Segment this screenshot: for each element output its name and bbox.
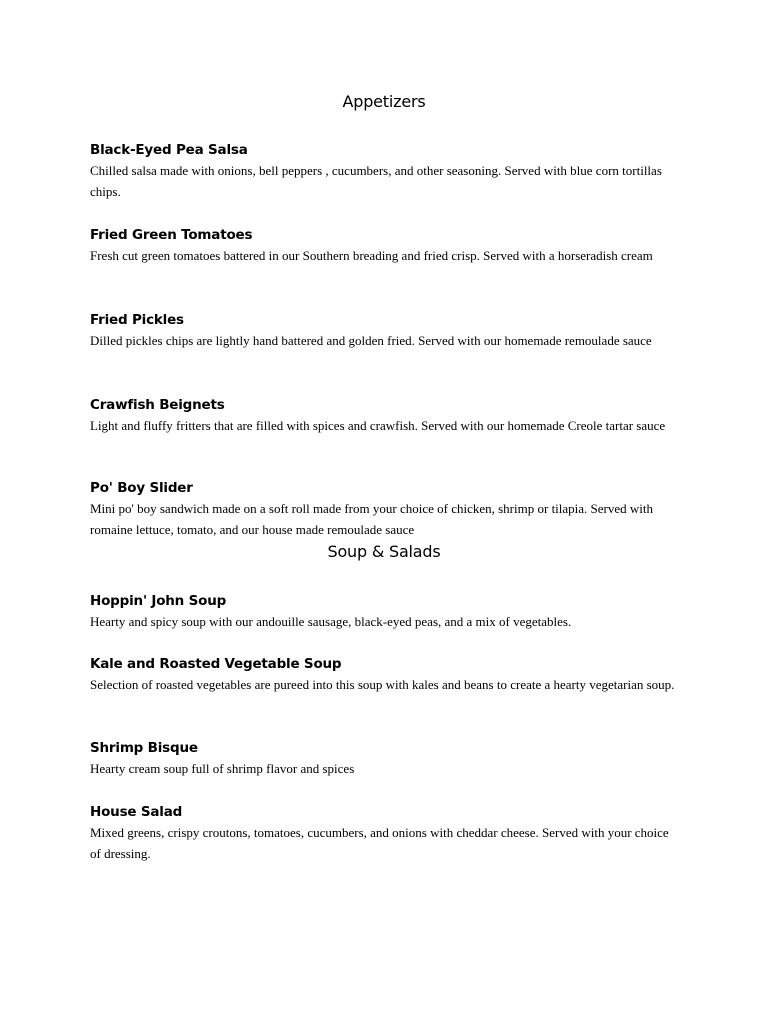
menu-item-description: Selection of roasted vegetables are pureed into this soup with kales and beans to create a hearty vegetarian soup. (90, 677, 675, 692)
menu-item-fried-pickles (90, 311, 680, 352)
menu-item-name: House Salad (90, 804, 183, 820)
menu-item-hoppin-john-soup (90, 592, 680, 633)
menu-item-description: Dilled pickles chips are lightly hand battered and golden fried. Served with our homemade remoulade sauce (90, 333, 652, 348)
menu-item-description: Light and fluffy fritters that are filled with spices and crawfish. Served with our homemade Creole tartar sauce (90, 418, 666, 433)
menu-item-kale-roasted-vegetable-soup (90, 655, 680, 696)
menu-item-description: Mixed greens, crispy croutons, tomatoes, cucumbers, and onions with cheddar cheese. Served with your choice of dressing. (90, 825, 669, 861)
menu-item-shrimp-bisque (90, 739, 680, 780)
menu-item-description: Chilled salsa made with onions, bell peppers , cucumbers, and other seasoning. Served with blue corn tortillas chips. (90, 163, 662, 199)
menu-item-name: Black-Eyed Pea Salsa (90, 142, 248, 158)
menu-item-description: Mini po' boy sandwich made on a soft roll made from your choice of chicken, shrimp or tilapia. Served with romaine lettuce, tomato, and our house made remoulade sauce (90, 501, 654, 537)
menu-item-description: Hearty and spicy soup with our andouille sausage, black-eyed peas, and a mix of vegetables. (90, 614, 572, 629)
menu-item-fried-green-tomatoes (90, 226, 680, 267)
menu-item-description: Hearty cream soup full of shrimp flavor and spices (90, 761, 355, 776)
section-title-soup-salads: Soup & Salads (327, 542, 441, 561)
menu-item-name: Shrimp Bisque (90, 740, 198, 756)
menu-item-description: Fresh cut green tomatoes battered in our Southern breading and fried crisp. Served with a horseradish cream (90, 248, 653, 263)
menu-item-name: Kale and Roasted Vegetable Soup (90, 656, 342, 672)
menu-item-crawfish-beignets (90, 396, 680, 437)
menu-item-name: Crawfish Beignets (90, 397, 225, 413)
menu-item-black-eyed-pea-salsa (90, 141, 680, 202)
menu-item-name: Hoppin' John Soup (90, 593, 227, 609)
menu-item-name: Po' Boy Slider (90, 480, 193, 496)
menu-item-po-boy-slider (90, 479, 680, 540)
menu-item-house-salad (90, 803, 680, 864)
section-title-appetizers: Appetizers (342, 92, 426, 111)
menu-item-name: Fried Pickles (90, 312, 184, 328)
menu-item-name: Fried Green Tomatoes (90, 227, 253, 243)
